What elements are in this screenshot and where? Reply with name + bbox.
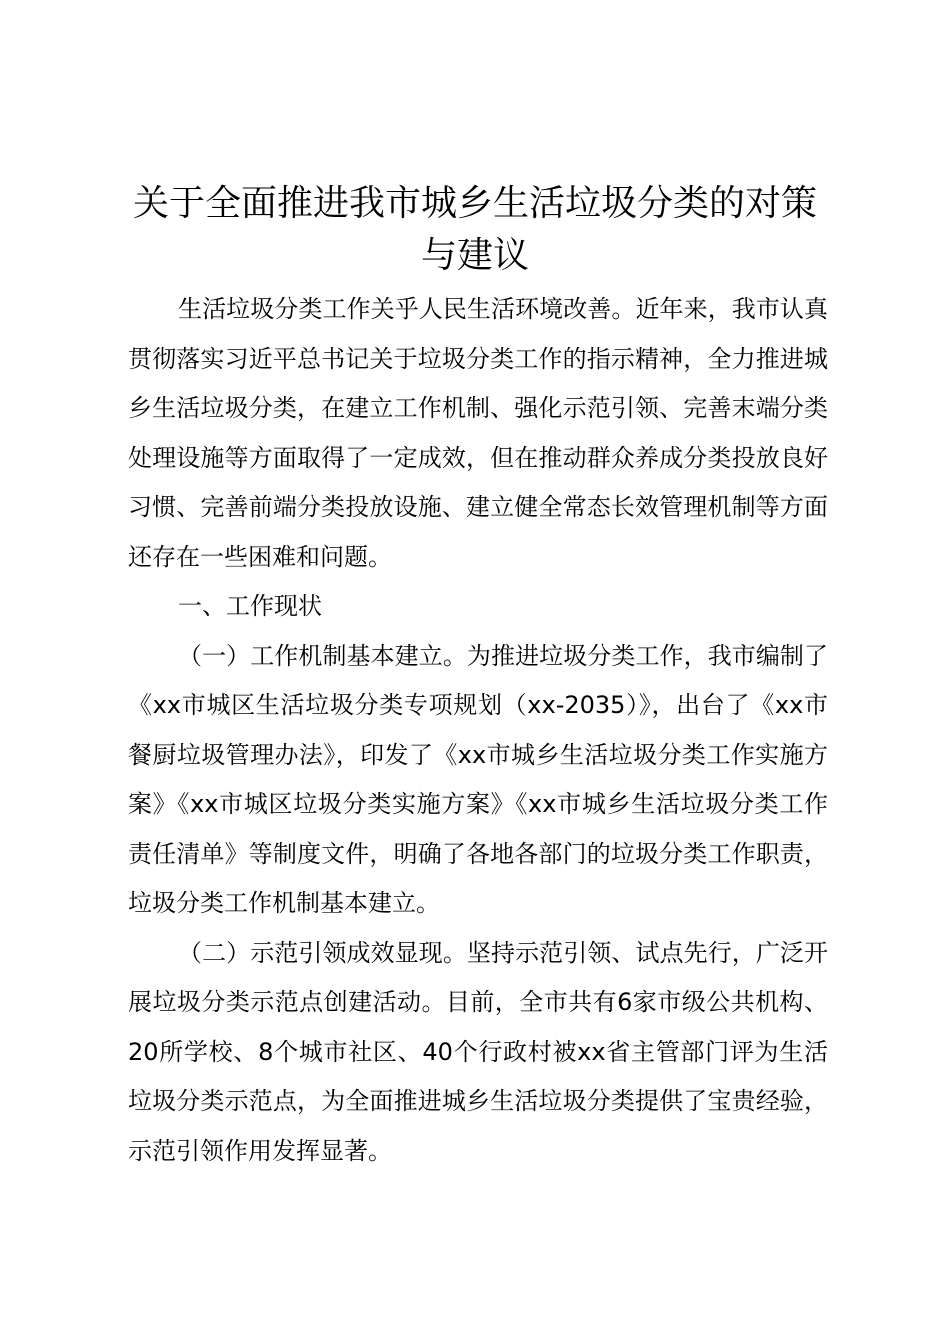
paragraph-intro: 生活垃圾分类工作关乎人民生活环境改善。近年来，我市认真贯彻落实习近平总书记关于垃圾分类工作的指示精神，全力推进城乡生活垃圾分类，在建立工作机制、强化示范引领、完善末端分类处理设施等方面取得了一定成效，但在推动群众养成分类投放良好习惯、完善前端分类投放设施、建立健全常态长效管理机制等方面还存在一些困难和问题。 [128, 295, 828, 571]
document-body [128, 285, 828, 1176]
paragraph-demonstration: （二）示范引领成效显现。坚持示范引领、试点先行，广泛开展垃圾分类示范点创建活动。目前，全市共有6家市级公共机构、20所学校、8个城市社区、40个行政村被xx省主管部门评为生活垃圾分类示范点，为全面推进城乡生活垃圾分类提供了宝贵经验，示范引领作用发挥显著。 [128, 938, 828, 1165]
section-heading-status: 一、工作现状 [178, 592, 322, 620]
document-title: 关于全面推进我市城乡生活垃圾分类的对策与建议 [132, 183, 817, 276]
paragraph-mechanism: （一）工作机制基本建立。为推进垃圾分类工作，我市编制了《xx市城区生活垃圾分类专项规划（xx-2035）》，出台了《xx市餐厨垃圾管理办法》，印发了《xx市城乡生活垃圾分类工作实施方案》《xx市城区垃圾分类实施方案》《xx市城乡生活垃圾分类工作责任清单》等制度文件，明确了各地各部门的垃圾分类工作职责，垃圾分类工作机制基本建立。 [128, 641, 828, 917]
